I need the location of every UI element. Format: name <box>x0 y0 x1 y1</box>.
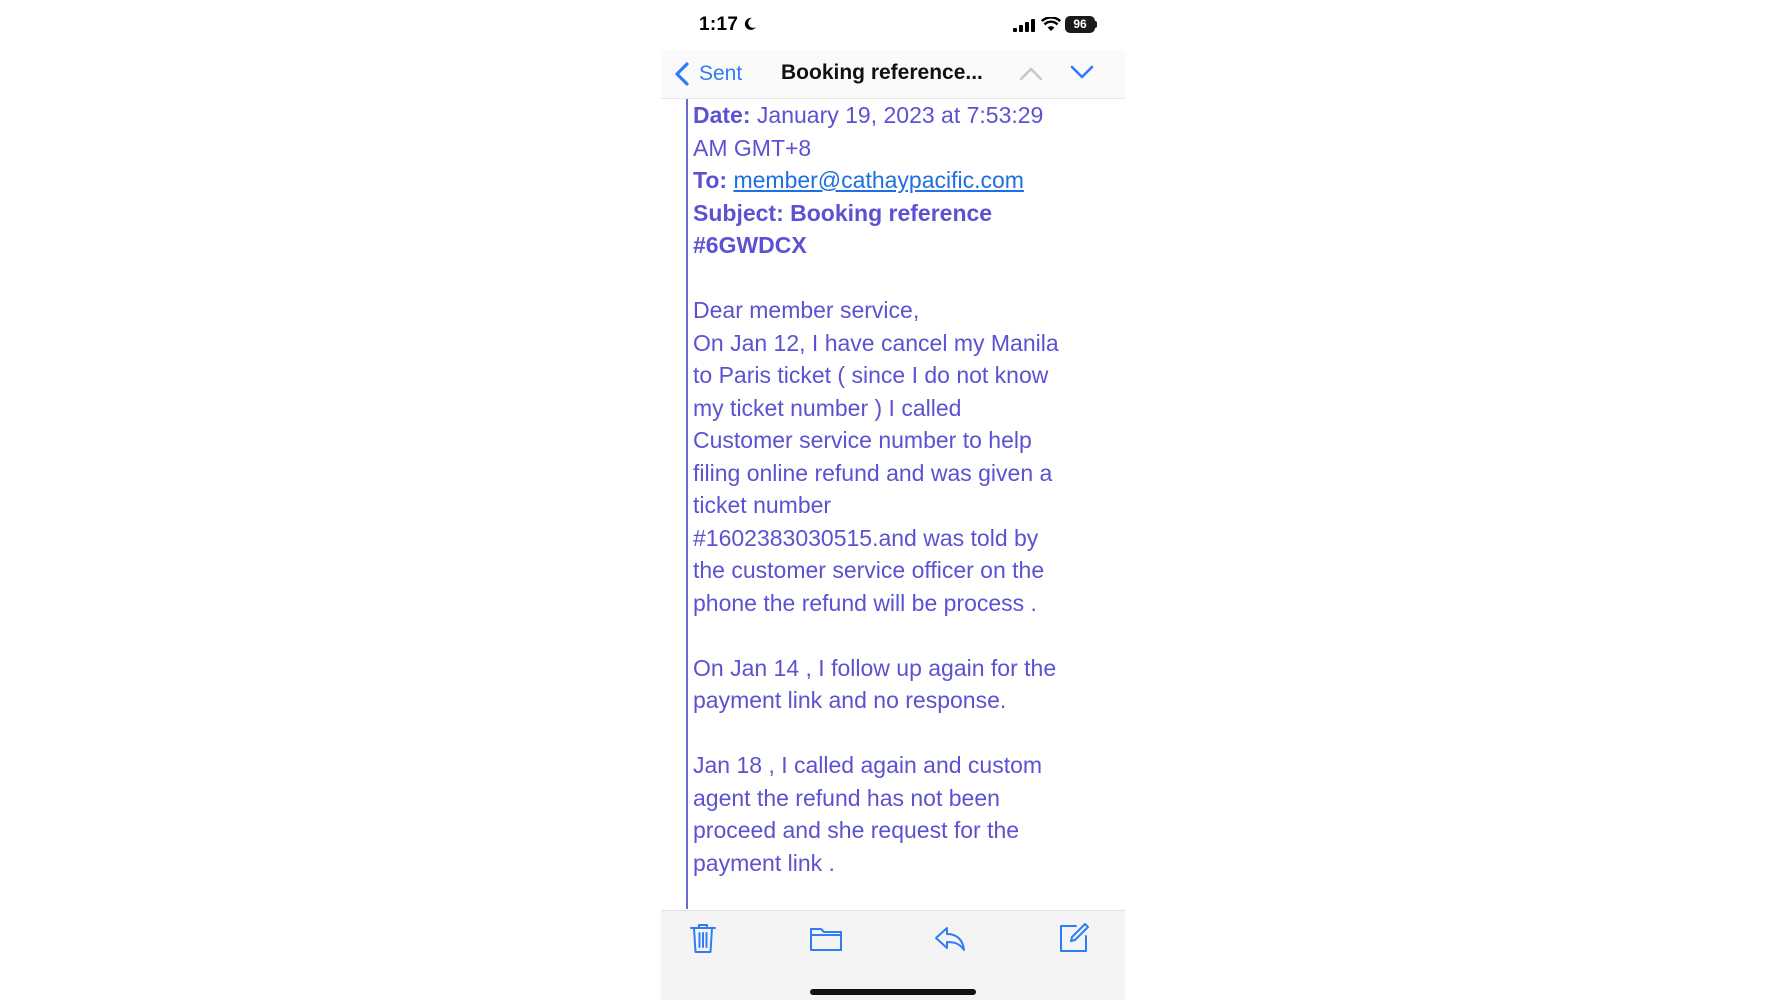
body-line: phone the refund will be process . <box>693 589 1037 616</box>
body-line: the customer service officer on the <box>693 557 1045 583</box>
phone-screen <box>661 0 1125 1000</box>
nav-bar <box>661 50 1125 99</box>
moon-icon <box>743 17 757 31</box>
to-label: To: <box>693 167 728 193</box>
chevron-up-icon[interactable] <box>1018 64 1044 82</box>
battery-indicator: 96 <box>1065 16 1095 33</box>
body-line: Customer service number to help <box>693 427 1032 453</box>
date-label: Date: <box>693 102 751 128</box>
chevron-down-icon[interactable] <box>1069 64 1095 82</box>
body-line: ticket number <box>693 492 832 518</box>
quote-bar <box>686 99 688 909</box>
cellular-signal-icon <box>1013 19 1035 32</box>
subject-line <box>693 197 1113 230</box>
date-value-continued: AM GMT+8 <box>693 134 812 161</box>
date-line <box>693 99 1113 132</box>
body-line: On Jan 14 , I follow up again for the <box>693 654 1057 681</box>
body-line: On Jan 12, I have cancel my Manila <box>693 329 1059 356</box>
trash-icon[interactable] <box>686 921 720 955</box>
body-line: my ticket number ) I called <box>693 394 962 421</box>
compose-icon[interactable] <box>1057 921 1091 955</box>
battery-tip <box>1095 21 1097 28</box>
body-line: proceed and she request for the <box>693 817 1020 843</box>
body-line: agent the refund has not been <box>693 784 1000 811</box>
message-content[interactable] <box>661 99 1125 909</box>
home-indicator[interactable] <box>810 989 976 995</box>
body-line: to Paris ticket ( since I do not know <box>693 362 1049 388</box>
subject-value: Booking reference <box>790 199 993 226</box>
subject-value-continued: #6GWDCX <box>693 232 807 258</box>
to-email-link[interactable]: member@cathaypacific.com <box>733 167 1024 193</box>
bottom-toolbar <box>661 910 1125 1000</box>
subject-label: Subject: <box>693 199 784 226</box>
body-line: #1602383030515.and was told by <box>693 524 1039 551</box>
folder-icon[interactable] <box>809 921 843 955</box>
body-line: Jan 18 , I called again and custom <box>693 752 1043 778</box>
status-time: 1:17 <box>699 14 739 35</box>
status-bar <box>661 0 1125 50</box>
body-line: payment link and no response. <box>693 687 1007 713</box>
reply-icon[interactable] <box>933 921 967 955</box>
to-line <box>693 164 1113 197</box>
body-line: Dear member service, <box>693 297 920 323</box>
chevron-left-icon <box>673 61 691 87</box>
body-line: payment link . <box>693 849 835 876</box>
nav-title: Booking reference... <box>781 61 983 84</box>
date-value: January 19, 2023 at 7:53:29 <box>756 102 1044 128</box>
back-button[interactable] <box>673 58 742 90</box>
wifi-icon <box>1041 17 1061 32</box>
mail-body <box>693 99 1113 879</box>
back-label: Sent <box>699 62 743 85</box>
body-line: filing online refund and was given a <box>693 459 1053 486</box>
